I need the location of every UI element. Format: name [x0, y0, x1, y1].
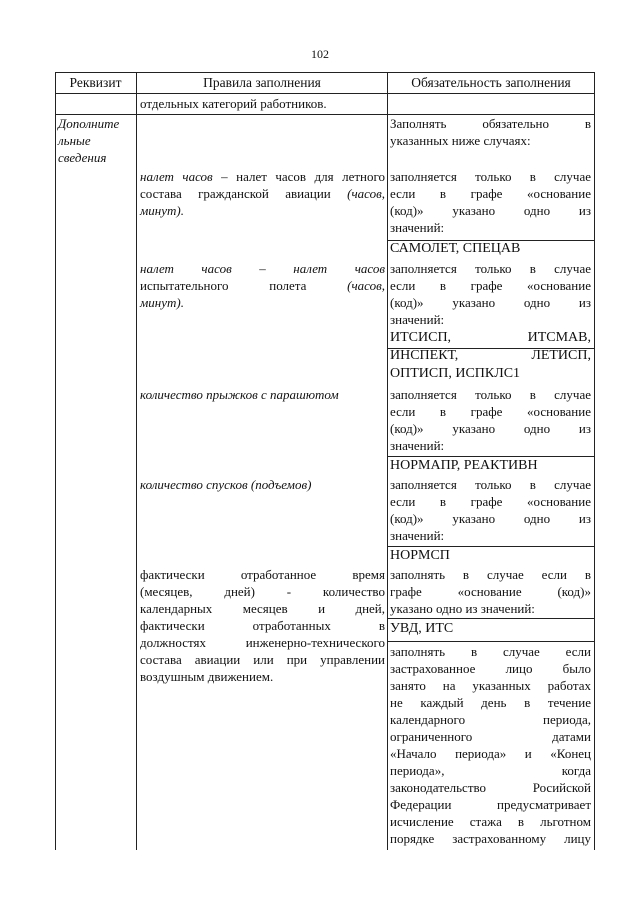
- row-separator: [55, 114, 595, 115]
- obligation-2-values-1: ИТСИСП, ИТСМАВ,: [390, 330, 591, 345]
- header-obligation: Обязательность заполнения: [411, 75, 571, 90]
- value-separator-4: [387, 546, 595, 547]
- obligation-6-line-12: порядке застрахованному лицу: [390, 831, 591, 846]
- obligation-1-line-2: если в графе «основание: [390, 186, 591, 201]
- rule-flight-hours-line-2: состава гражданской авиации (часов,: [140, 186, 385, 201]
- table-divider-2: [387, 72, 388, 850]
- obligation-4-line-4: значений:: [390, 528, 445, 543]
- rule-worked-time-line-6: состава авиации или при управлении: [140, 652, 385, 667]
- obligation-6-line-1: заполнять в случае если: [390, 644, 591, 659]
- obligation-4-line-3: (код)» указано одно из: [390, 511, 591, 526]
- obligation-3-line-3: (код)» указано одно из: [390, 421, 591, 436]
- obligation-6-line-6: ограниченного датами: [390, 729, 591, 744]
- obligation-3-line-1: заполняется только в случае: [390, 387, 591, 402]
- rule-worked-time-line-1: фактически отработанное время: [140, 567, 385, 582]
- header-separator: [55, 93, 595, 94]
- rule-worked-time-line-7: воздушным движением.: [140, 669, 274, 684]
- obligation-1-line-1: заполняется только в случае: [390, 169, 591, 184]
- obligation-2-line-2: если в графе «основание: [390, 278, 591, 293]
- obligation-1-line-3: (код)» указано одно из: [390, 203, 591, 218]
- obligation-5-values: УВД, ИТС: [390, 621, 454, 636]
- header-rules: Правила заполнения: [203, 75, 321, 90]
- attribute-line-2: льные: [58, 133, 91, 148]
- obligation-1-line-4: значений:: [390, 220, 445, 235]
- obligation-2-line-4: значений:: [390, 312, 445, 327]
- obligation-6-line-11: исчисление стажа в льготном: [390, 814, 591, 829]
- header-requisite: Реквизит: [69, 75, 122, 90]
- obligation-2-values-2: ИНСПЕКТ, ЛЕТИСП,: [390, 348, 591, 363]
- obligation-5-line-2: графе «основание (код)»: [390, 584, 591, 599]
- obligation-6-line-2: застрахованное лицо было: [390, 661, 591, 676]
- rule-worked-time-line-4: фактически отработанных в: [140, 618, 385, 633]
- rule-test-flight-line-2: испытательного полета (часов,: [140, 278, 385, 293]
- value-separator-3: [387, 456, 595, 457]
- obligation-2-values-3: ОПТИСП, ИСПКЛС1: [390, 366, 521, 381]
- obligation-1-values: САМОЛЕТ, СПЕЦАВ: [390, 241, 521, 256]
- attribute-line-1: Дополните: [58, 116, 120, 131]
- page-number: 102: [311, 47, 329, 61]
- obligation-4-line-2: если в графе «основание: [390, 494, 591, 509]
- obligation-5-line-3: указано одно из значений:: [390, 601, 535, 616]
- obligation-3-line-4: значений:: [390, 438, 445, 453]
- obligation-6-line-8: периода», когда: [390, 763, 591, 778]
- table-divider-1: [136, 72, 137, 850]
- continued-text: отдельных категорий работников.: [140, 96, 327, 111]
- rule-test-flight-line-3: минут).: [140, 295, 184, 310]
- table-border-right: [594, 72, 595, 850]
- rule-flight-hours-line-3: минут).: [140, 203, 184, 218]
- obligation-6-line-4: не каждый день в течение: [390, 695, 591, 710]
- attribute-line-3: сведения: [58, 150, 107, 165]
- obligation-4-line-1: заполняется только в случае: [390, 477, 591, 492]
- obligation-3-line-2: если в графе «основание: [390, 404, 591, 419]
- obligation-6-line-3: занято на указанных работах: [390, 678, 591, 693]
- obligation-4-values: НОРМСП: [390, 548, 450, 563]
- rule-worked-time-line-2: (месяцев, дней) - количество: [140, 584, 385, 599]
- table-border-left: [55, 72, 56, 850]
- value-separator-5: [387, 618, 595, 619]
- obligation-2-line-1: заполняется только в случае: [390, 261, 591, 276]
- obligation-6-line-7: «Начало периода» и «Конец: [390, 746, 591, 761]
- rule-worked-time-line-3: календарных месяцев и дней,: [140, 601, 385, 616]
- top-obligation-line-1: Заполнять обязательно в: [390, 116, 591, 131]
- top-obligation-line-2: указанных ниже случаях:: [390, 133, 531, 148]
- obligation-6-line-5: календарного периода,: [390, 712, 591, 727]
- obligation-2-line-3: (код)» указано одно из: [390, 295, 591, 310]
- rule-flight-hours-line-1: налет часов – налет часов для летного: [140, 169, 385, 184]
- obligation-6-line-10: Федерации предусматривает: [390, 797, 591, 812]
- obligation-3-values: НОРМАПР, РЕАКТИВН: [390, 458, 538, 473]
- rule-worked-time-line-5: должностях инженерно-технического: [140, 635, 385, 650]
- rule-test-flight-line-1: налет часов – налет часов: [140, 261, 385, 276]
- table-border-top: [55, 72, 595, 73]
- rule-parachute-jumps: количество прыжков с парашютом: [140, 387, 339, 402]
- obligation-6-line-9: законодательство Росийской: [390, 780, 591, 795]
- rule-descents: количество спусков (подъемов): [140, 477, 312, 492]
- obligation-5-line-1: заполнять в случае если в: [390, 567, 591, 582]
- requisites-table: [55, 72, 595, 850]
- value-separator-6: [387, 641, 595, 642]
